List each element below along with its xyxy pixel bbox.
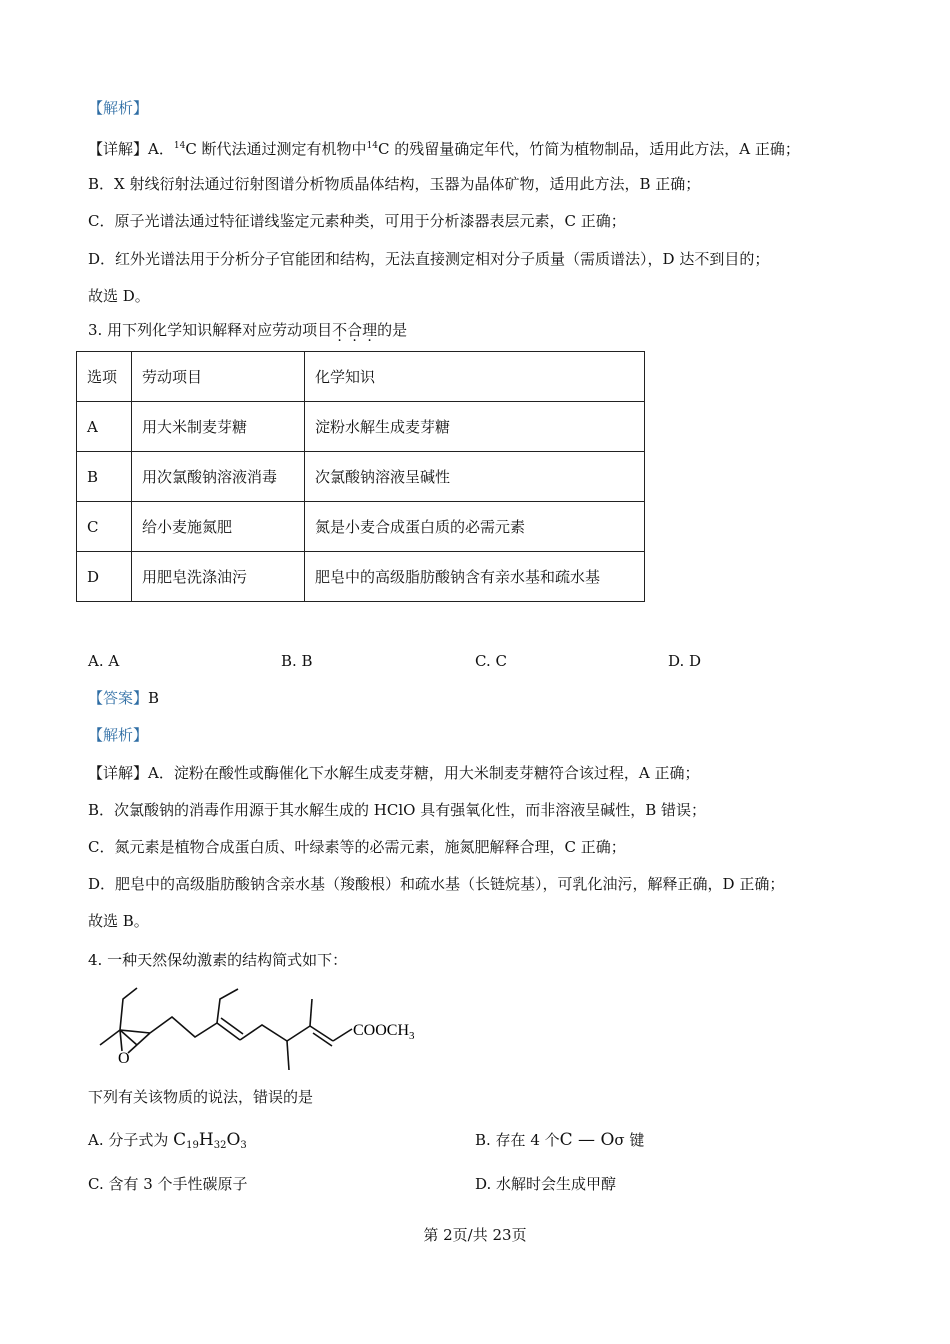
table-cell: D [77, 552, 132, 602]
table-header-row [77, 352, 645, 402]
table-cell: A [77, 402, 132, 452]
option-d[interactable]: D. D [668, 652, 702, 670]
answer-label: 【答案】 [88, 689, 149, 707]
table-cell: B [77, 452, 132, 502]
ester-group-label: $COOCH_3$ [353, 1022, 415, 1042]
bond-epoxide-cc [120, 1030, 150, 1033]
conclusion-line: 故选 B。 [88, 912, 149, 930]
question-4-stem: 4. 一种天然保幼激素的结构简式如下： [88, 951, 348, 969]
answer-line [88, 688, 159, 708]
q4-option-c[interactable]: C. 含有 3 个手性碳原子 [88, 1175, 248, 1193]
question-4-ask: 下列有关该物质的说法，错误的是 [88, 1088, 314, 1106]
q4-option-b[interactable]: B. 存在 4 个C — Oσ 键 [475, 1130, 645, 1150]
q4-option-a[interactable]: A. 分子式为 $C_{19}H_{32}O_3$ [88, 1130, 247, 1151]
detail-line-a: 【详解】A．$^{14}$C 断代法通过测定有机物中$^{14}$C 的残留量确定年代，竹简为植物制品，适用此方法，A 正确； [88, 140, 800, 158]
conclusion-line: 故选 D。 [88, 287, 150, 305]
table-cell: C [77, 502, 132, 552]
detail-label: 【详解】 [88, 140, 149, 158]
answer-value: B [148, 689, 160, 707]
molecular-formula: $C_{19}H_{32}O_3$ [173, 1130, 247, 1151]
bond-chain-1 [150, 1017, 217, 1037]
bond-epoxide-co-2 [128, 1033, 150, 1053]
question-3-table [76, 351, 645, 602]
table-header-cell: 劳动项目 [132, 352, 305, 402]
skeletal-bonds [100, 988, 352, 1070]
table-cell: 氮是小麦合成蛋白质的必需元素 [305, 502, 645, 552]
table-cell: 用次氯酸钠溶液消毒 [132, 452, 305, 502]
bond-methyl-up [310, 999, 312, 1026]
analysis-label: 【解析】 [88, 726, 149, 744]
table-cell: 用大米制麦芽糖 [132, 402, 305, 452]
table-cell: 肥皂中的高级脂肪酸钠含有亲水基和疏水基 [305, 552, 645, 602]
bond-double-1b [221, 1018, 243, 1034]
bond-chain-2 [240, 1025, 287, 1041]
detail-line-d: D．红外光谱法用于分析分子官能团和结构，无法直接测定相对分子质量（需质谱法），D 达不到目的； [88, 250, 770, 268]
table-cell: 给小麦施氮肥 [132, 502, 305, 552]
bond-to-ester [333, 1029, 352, 1041]
table-header-cell: 选项 [77, 352, 132, 402]
table-header-cell: 化学知识 [305, 352, 645, 402]
detail-line-d: D．肥皂中的高级脂肪酸钠含亲水基（羧酸根）和疏水基（长链烷基），可乳化油污，解释正确，D 正确； [88, 875, 785, 893]
bond-ethyl-left [100, 988, 137, 1045]
table-cell: 淀粉水解生成麦芽糖 [305, 402, 645, 452]
bond-epoxide-co-1 [120, 1030, 122, 1051]
juvenile-hormone-structure [90, 985, 450, 1075]
bond-methyl-down [287, 1041, 289, 1070]
option-c[interactable]: C. C [475, 652, 507, 670]
option-b[interactable]: B. B [281, 652, 313, 670]
detail-label: 【详解】 [88, 764, 149, 782]
detail-line-b: B．次氯酸钠的消毒作用源于其水解生成的 HClO 具有强氧化性，而非溶液呈碱性，B 错误； [88, 801, 707, 819]
detail-line-a: 【详解】A．淀粉在酸性或酶催化下水解生成麦芽糖，用大米制麦芽糖符合该过程，A 正确； [88, 764, 700, 782]
bond-chain-3 [287, 1026, 310, 1041]
table-row [77, 452, 645, 502]
bond-double-1a [217, 1023, 240, 1040]
detail-line-c: C．氮元素是植物合成蛋白质、叶绿素等的必需元素，施氮肥解释合理，C 正确； [88, 838, 626, 856]
epoxide-oxygen-label: O [118, 1050, 130, 1067]
detail-line-c: C．原子光谱法通过特征谱线鉴定元素种类，可用于分析漆器表层元素，C 正确； [88, 212, 626, 230]
question-3-stem: 3. 用下列化学知识解释对应劳动项目不合理的是 [88, 321, 408, 339]
option-a[interactable]: A. A [88, 652, 120, 670]
table-row [77, 402, 645, 452]
page-footer: 第 2页/共 23页 [423, 1226, 527, 1244]
table-cell: 用肥皂洗涤油污 [132, 552, 305, 602]
analysis-label: 【解析】 [88, 99, 149, 117]
detail-line-b: B．X 射线衍射法通过衍射图谱分析物质晶体结构，玉器为晶体矿物，适用此方法，B 正确； [88, 175, 701, 193]
table-row [77, 552, 645, 602]
bond-notation: C — O [559, 1130, 615, 1150]
bond-ethyl-mid [217, 989, 238, 1023]
bond-methyl-left [120, 1030, 137, 1045]
q4-option-d[interactable]: D. 水解时会生成甲醇 [475, 1175, 617, 1193]
table-cell: 次氯酸钠溶液呈碱性 [305, 452, 645, 502]
table-row [77, 502, 645, 552]
